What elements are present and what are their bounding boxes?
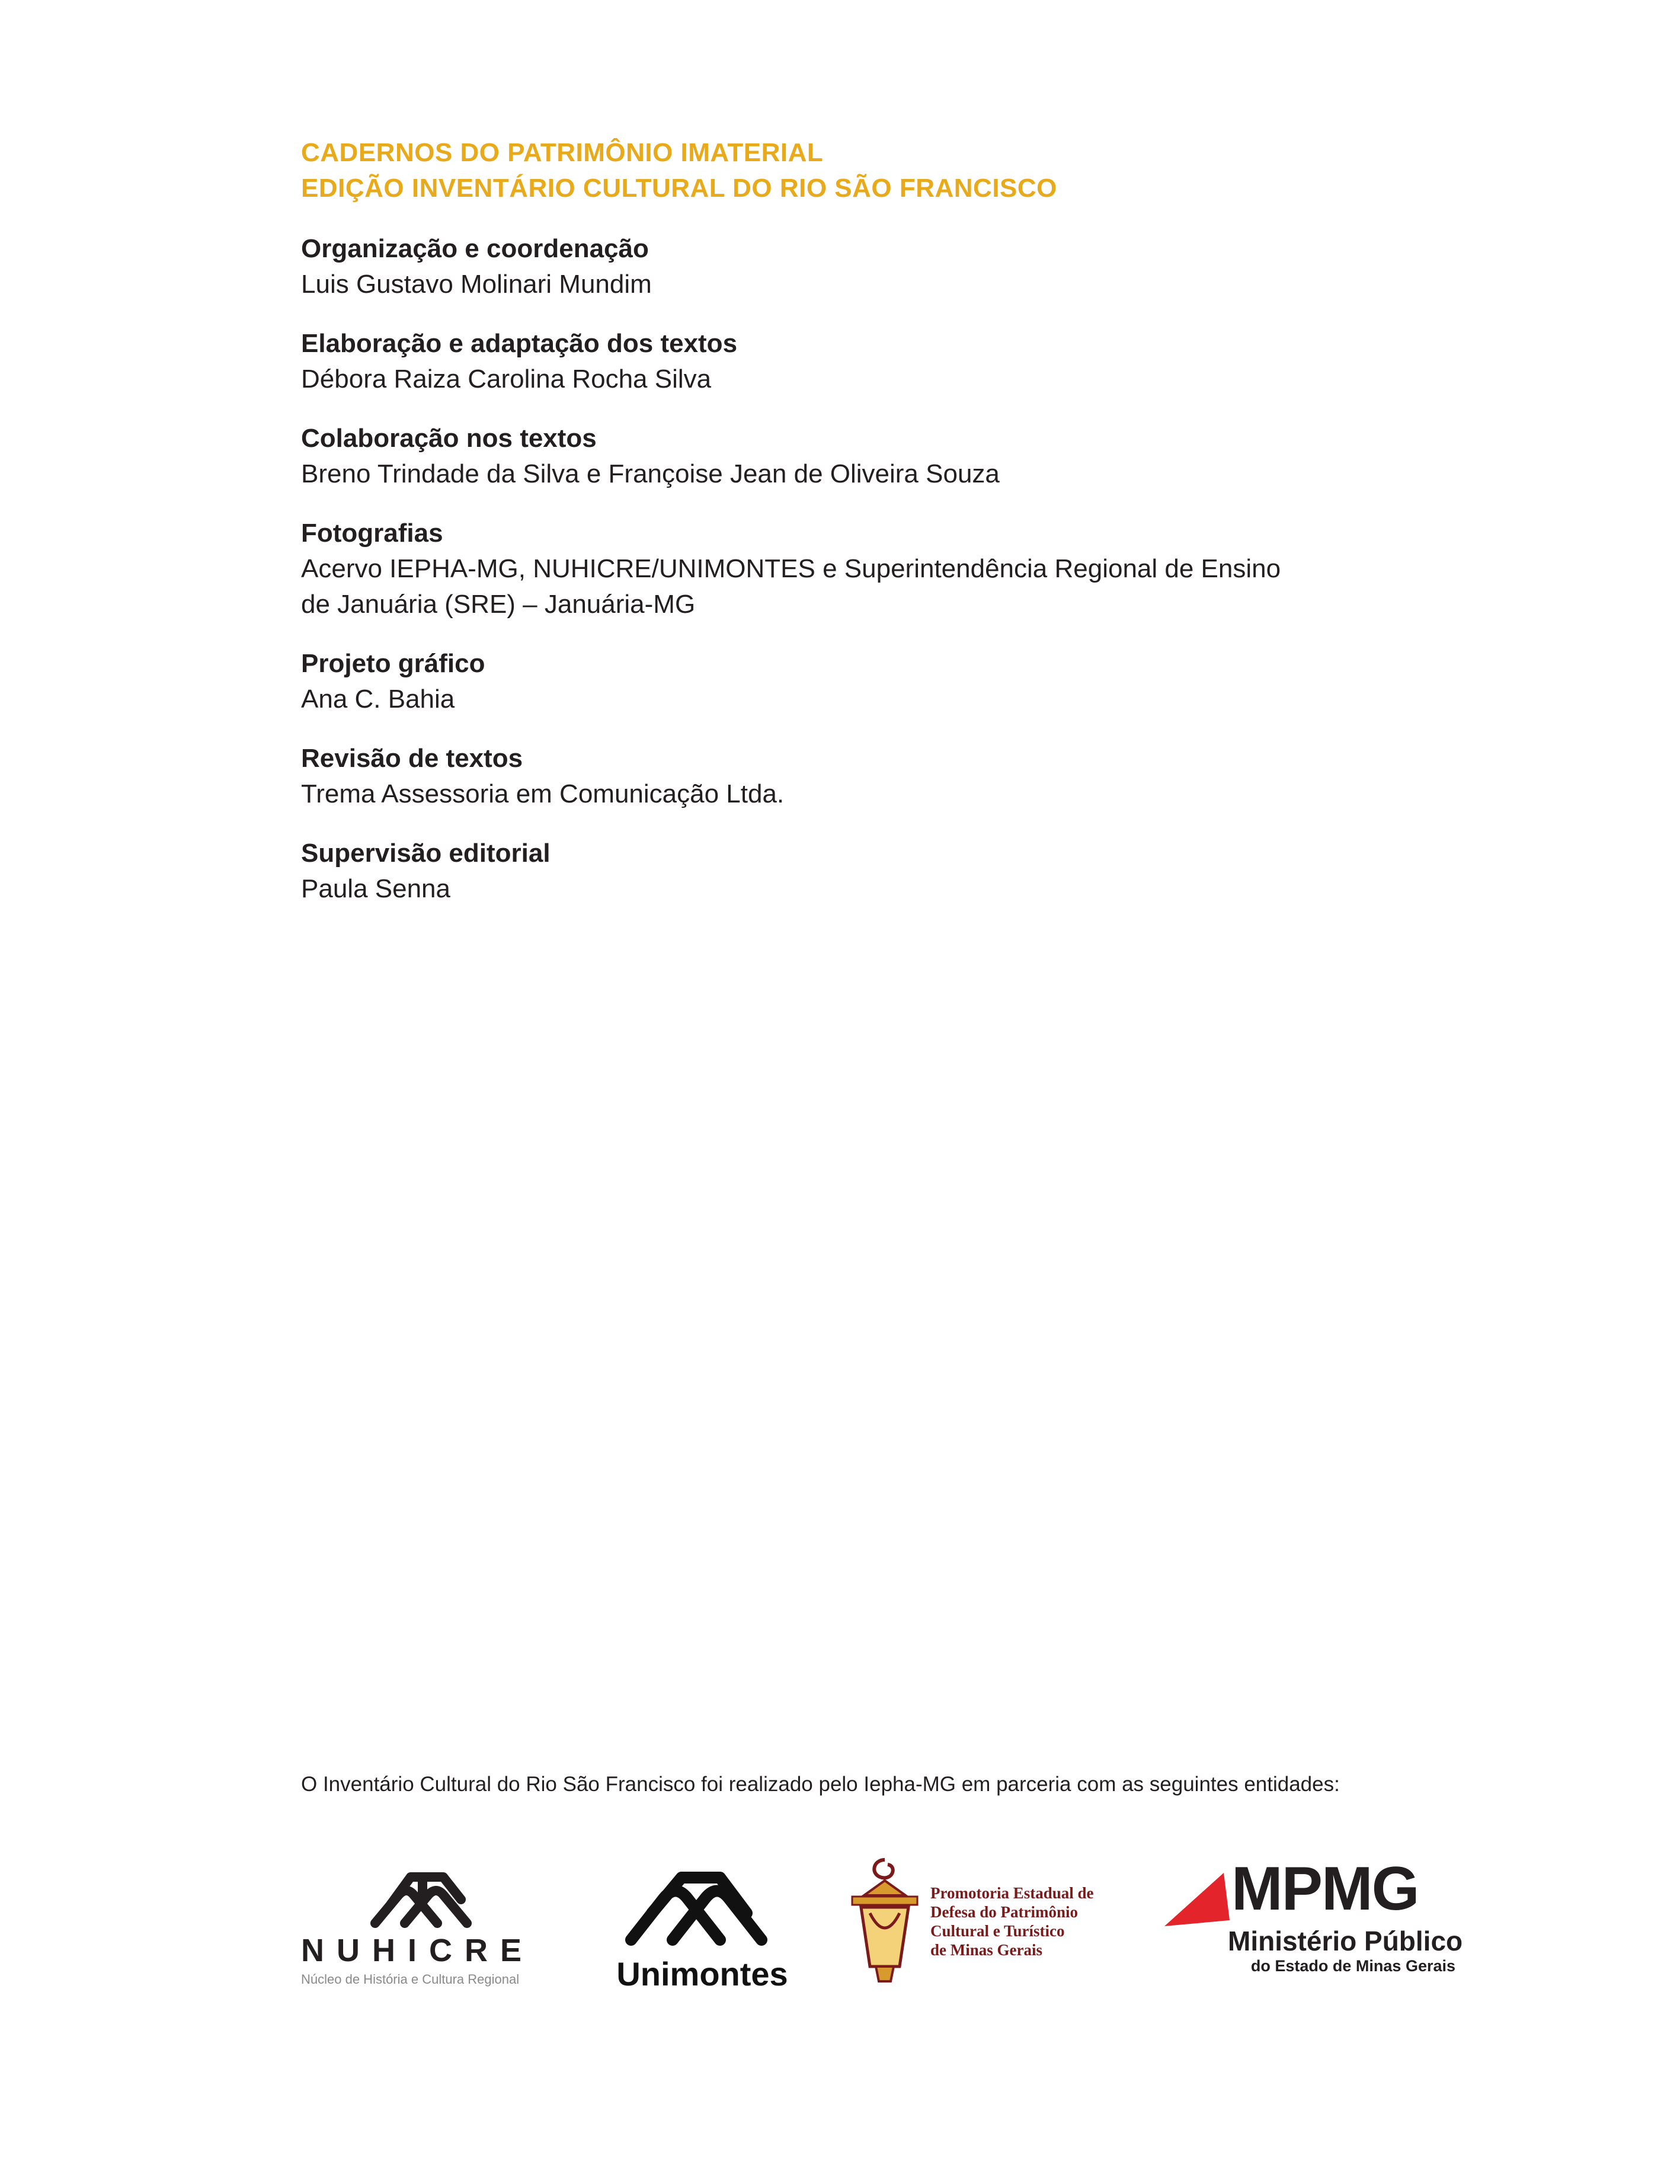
credit-role: Projeto gráfico — [301, 649, 485, 678]
promotoria-line-1: Promotoria Estadual de — [930, 1884, 1094, 1902]
credit-role: Revisão de textos — [301, 744, 523, 773]
mpmg-logo — [1161, 1854, 1463, 1980]
title-line-1: CADERNOS DO PATRIMÔNIO IMATERIAL — [301, 138, 824, 167]
credit-projeto-grafico — [301, 646, 1368, 717]
credit-fotografias — [301, 516, 1368, 622]
promotoria-logo — [840, 1854, 1160, 1990]
credit-elaboracao — [301, 326, 1368, 397]
mpmg-subtitle-1: Ministério Público — [1228, 1926, 1463, 1956]
unimontes-mark-icon — [601, 1866, 803, 1955]
credit-names: Trema Assessoria em Comunicação Ltda. — [301, 779, 785, 808]
credits-list — [301, 231, 1368, 930]
credit-role: Elaboração e adaptação dos textos — [301, 329, 738, 358]
credit-role: Organização e coordenação — [301, 234, 649, 263]
credit-names: de Januária (SRE) – Januária-MG — [301, 590, 696, 619]
promotoria-text — [930, 1884, 1156, 1959]
nuhicre-subtitle: Núcleo de História e Cultura Regional — [301, 1972, 520, 1987]
lantern-emblem-icon — [840, 1854, 929, 1990]
credit-role: Supervisão editorial — [301, 839, 551, 868]
credit-names: Luis Gustavo Molinari Mundim — [301, 270, 652, 299]
credit-names: Paula Senna — [301, 874, 450, 903]
mpmg-subtitle-2: do Estado de Minas Gerais — [1250, 1957, 1455, 1975]
unimontes-logo — [601, 1866, 803, 1996]
nuhicre-mark-icon — [301, 1864, 565, 1935]
credit-revisao — [301, 741, 1368, 812]
credit-names: Débora Raiza Carolina Rocha Silva — [301, 364, 712, 394]
credit-role: Colaboração nos textos — [301, 424, 597, 453]
credit-organizacao — [301, 231, 1368, 302]
promotoria-line-4: de Minas Gerais — [930, 1941, 1042, 1959]
mpmg-name: MPMG — [1231, 1854, 1419, 1923]
credit-names: Ana C. Bahia — [301, 685, 455, 714]
nuhicre-logo — [301, 1864, 565, 1994]
credit-names: Breno Trindade da Silva e Françoise Jean de Oliveira Souza — [301, 459, 1000, 488]
promotoria-line-2: Defesa do Patrimônio — [930, 1903, 1078, 1921]
credit-colaboracao — [301, 421, 1368, 492]
red-triangle-icon — [1161, 1867, 1233, 1932]
credit-supervisao — [301, 836, 1368, 907]
promotoria-line-3: Cultural e Turístico — [930, 1922, 1065, 1940]
document-title — [301, 135, 1057, 206]
unimontes-name: Unimontes — [616, 1955, 788, 1993]
nuhicre-name: NUHICRE — [301, 1933, 535, 1968]
credit-role: Fotografias — [301, 519, 443, 548]
credit-names: Acervo IEPHA-MG, NUHICRE/UNIMONTES e Superintendência Regional de Ensino — [301, 554, 1281, 583]
title-line-2: EDIÇÃO INVENTÁRIO CULTURAL DO RIO SÃO FRANCISCO — [301, 174, 1057, 203]
partners-intro: O Inventário Cultural do Rio São Francisco foi realizado pelo Iepha-MG em parceria com as seguintes entidades: — [301, 1773, 1340, 1796]
